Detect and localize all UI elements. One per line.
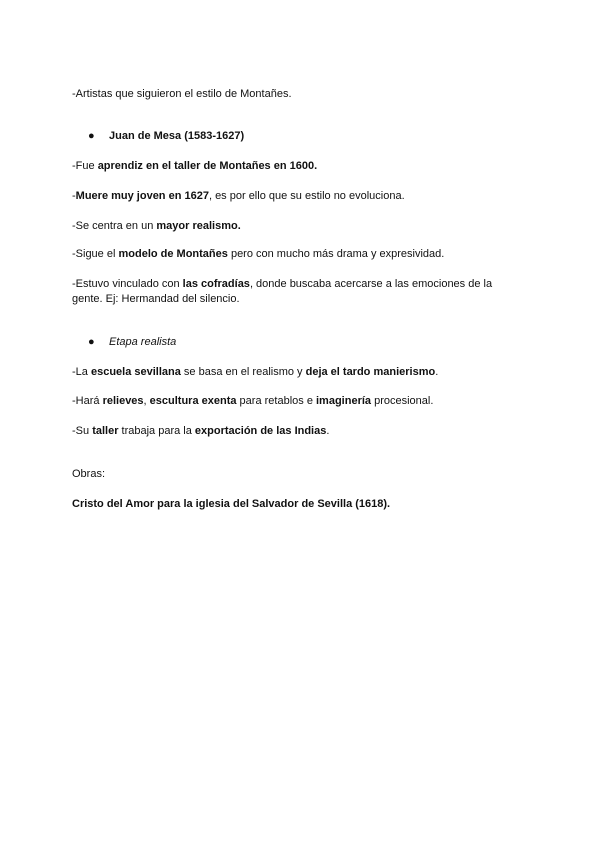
section-heading-juan-de-mesa xyxy=(109,129,244,144)
section-heading-etapa-realista: Etapa realista xyxy=(109,336,177,348)
bold-text: exportación de las Indias xyxy=(194,425,327,437)
text: procesional. xyxy=(371,395,434,407)
obras-label: Obras: xyxy=(72,468,106,480)
paragraph-muere xyxy=(72,189,542,204)
paragraph-escuela xyxy=(72,365,542,380)
bold-text: modelo de Montañes xyxy=(118,248,228,260)
bold-text: Muere muy joven en 1627 xyxy=(75,190,209,202)
text: , donde buscaba acercarse a las emociones de la xyxy=(249,278,493,290)
text: trabaja para la xyxy=(118,425,195,437)
text: para retablos e xyxy=(236,395,316,407)
paragraph-taller xyxy=(72,424,542,439)
text: , xyxy=(143,395,150,407)
text: , es por ello que su estilo no evoluciona. xyxy=(208,190,405,202)
heading-text: Juan de Mesa (1583-1627) xyxy=(109,130,245,142)
bold-text: escuela sevillana xyxy=(90,366,181,378)
text: -Fue xyxy=(72,160,98,172)
bold-text: imaginería xyxy=(316,395,372,407)
paragraph-relieves xyxy=(72,394,542,409)
bullet-icon: ● xyxy=(88,130,95,142)
text: se basa en el realismo y xyxy=(180,366,306,378)
text: pero con mucho más drama y expresividad. xyxy=(227,248,445,260)
text: -Estuvo vinculado con xyxy=(72,278,183,290)
bold-text: deja el tardo manierismo xyxy=(305,366,436,378)
bullet-icon: ● xyxy=(88,336,95,348)
paragraph-realismo xyxy=(72,219,542,234)
text: -Sigue el xyxy=(72,248,119,260)
bold-text: mayor realismo. xyxy=(156,220,241,232)
bold-text: taller xyxy=(92,425,119,437)
bold-text: las cofradías xyxy=(182,278,250,290)
bold-text: aprendiz en el taller de Montañes en 1600. xyxy=(97,160,318,172)
text: - xyxy=(72,190,76,202)
text: . xyxy=(435,366,439,378)
bold-text: escultura exenta xyxy=(149,395,237,407)
text: -Se centra en un xyxy=(72,220,157,232)
text: gente. Ej: Hermandad del silencio. xyxy=(72,293,240,305)
text: -Hará xyxy=(72,395,103,407)
paragraph-aprendiz xyxy=(72,159,542,174)
text: -Su xyxy=(72,425,93,437)
text: -La xyxy=(72,366,91,378)
obra-cristo-del-amor xyxy=(72,497,542,512)
intro-line: -Artistas que siguieron el estilo de Montañes. xyxy=(72,88,292,100)
paragraph-modelo xyxy=(72,247,542,262)
bold-text: relieves xyxy=(102,395,144,407)
paragraph-cofradias xyxy=(72,277,542,307)
bold-text: Cristo del Amor para la iglesia del Salvador de Sevilla (1618). xyxy=(72,498,391,510)
text: . xyxy=(326,425,330,437)
